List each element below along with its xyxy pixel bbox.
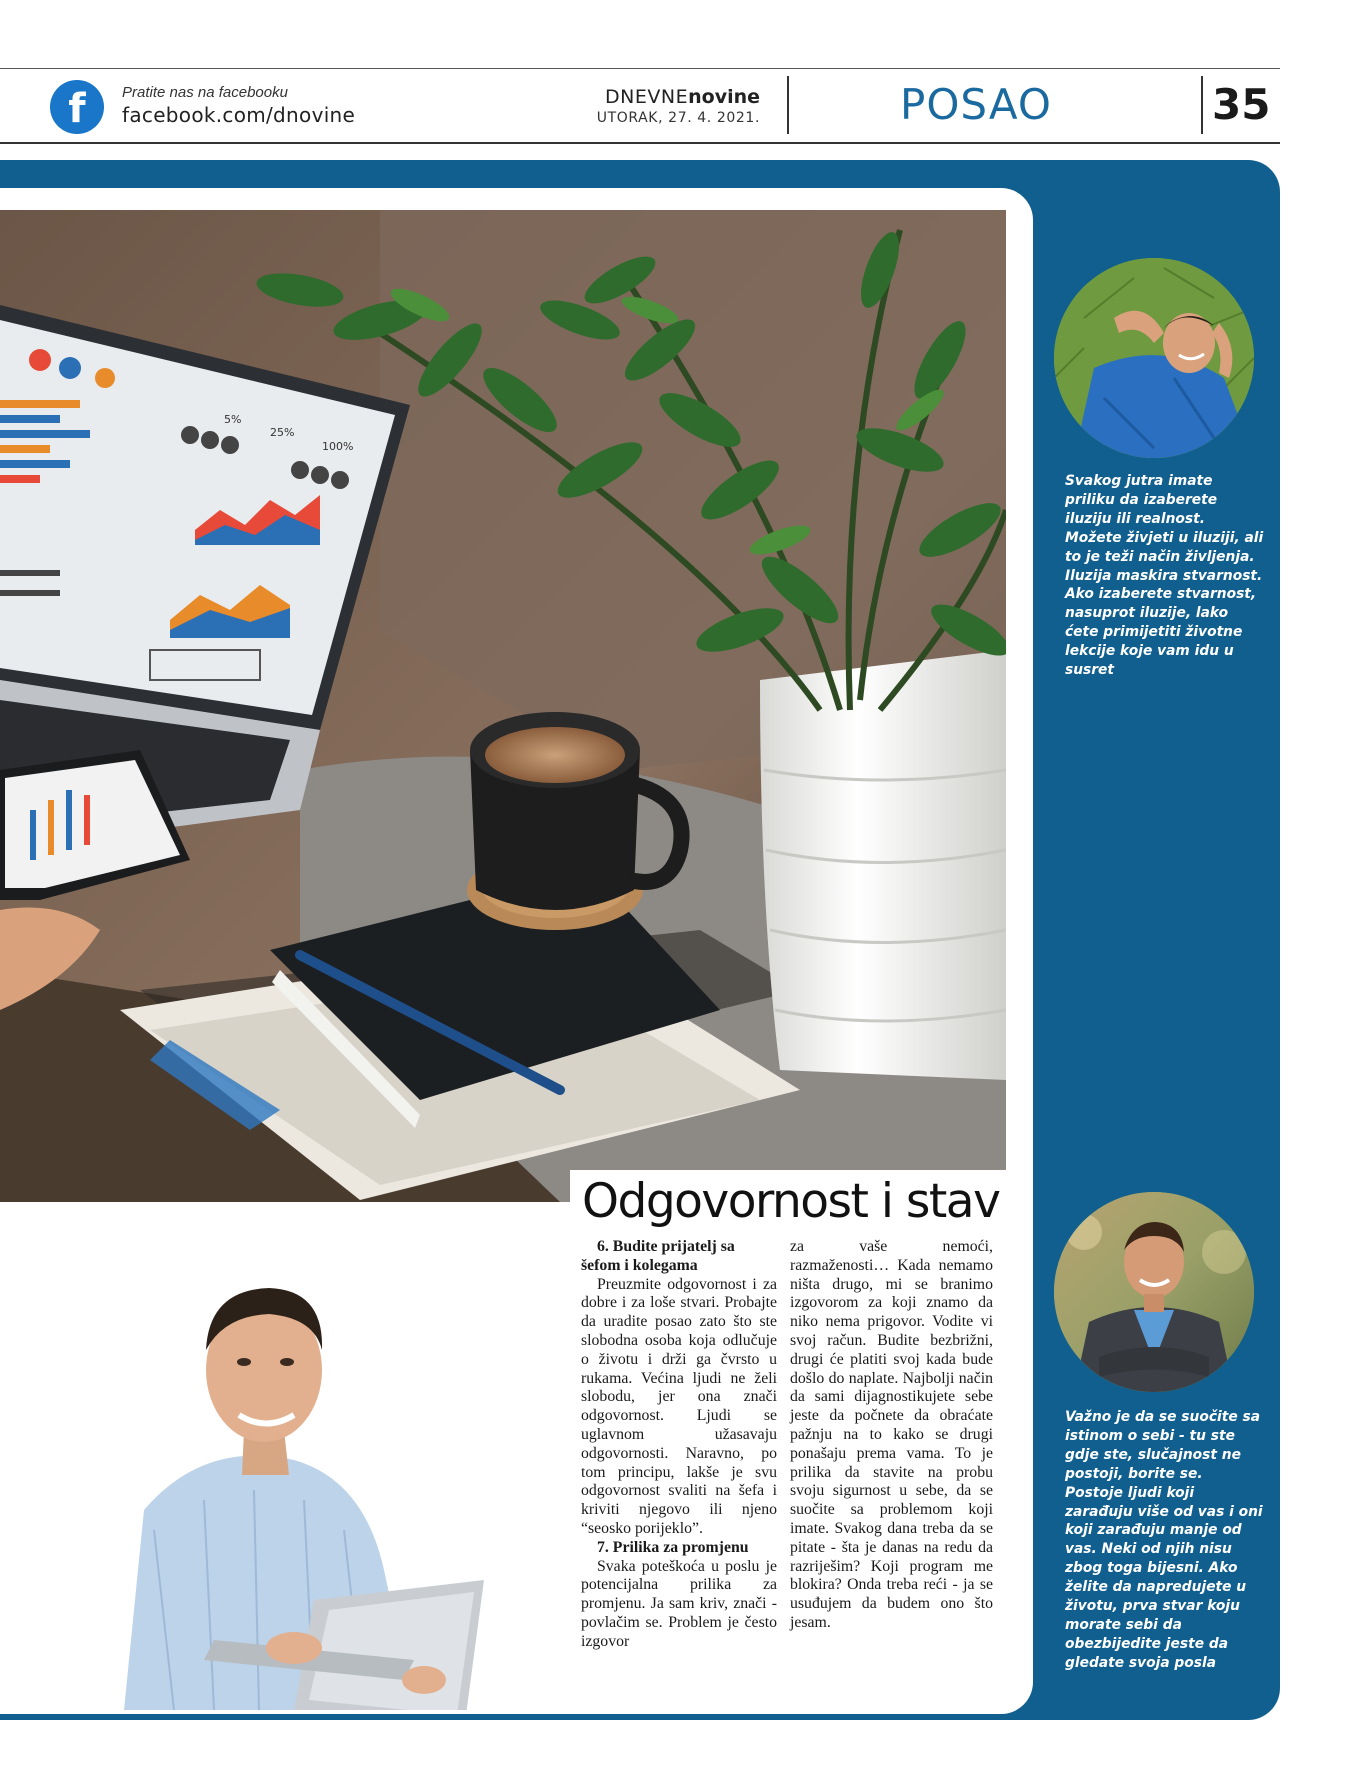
article-paragraph: za vaše nemoći, razmaženosti… Kada nemamo ništa drugo, mi se branimo izgovorom za koji znamo da niko nema prigovor. Vodite vi svoj račun. Budite bezbrižni, drugi će platiti svoj kada bude došlo do naplate. Najbolji način da sami dijagnostikujete sebe jeste da počnete da obraćate pažnju na to kako se drugi ponašaju prema vama. To je prilika da stavite na probu svoju sigurnost u sebe, da se suočite sa problemom koji imate. Svakog dana treba da se pitate - šta je danas na redu da razriješim? Koji program me blokira? Onda treba reći - ja se usuđujem da budem ono što jesam. bbox=[790, 1238, 993, 1631]
photo-smiling-man-with-laptop bbox=[84, 1210, 564, 1710]
subheading-6: 6. Budite prijatelj sa šefom i kolegama bbox=[581, 1238, 735, 1274]
facebook-icon[interactable]: f bbox=[50, 80, 104, 134]
laptop-label-25: 25% bbox=[270, 426, 295, 439]
sidebar-photo-man-arms-crossed bbox=[1054, 1192, 1254, 1392]
facebook-link[interactable]: facebook.com/dnovine bbox=[122, 103, 356, 127]
article-paragraph: Preuzmite odgovornost i za dobre i za loše stvari. Probajte da uradite posao zato što ste slobodna osoba koja odlučuje o životu i drži ga čvrsto u rukama. Većina ljudi ne želi slobodu, jer ona znači odgovornost. Ljudi se uglavnom užasavaju odgovornosti. Naravno, po tom principu, lakše je svu odgovornost svaliti na šefa i kriviti njegovo ili njeno “seosko porijeklo”. bbox=[581, 1275, 777, 1537]
header-divider bbox=[1201, 76, 1203, 134]
article-column-1 bbox=[581, 1238, 777, 1652]
main-photo-laptop-plant-coffee bbox=[0, 210, 1006, 1202]
article-headline: Odgovornost i stav bbox=[570, 1170, 1010, 1234]
newspaper-masthead bbox=[560, 86, 760, 108]
sidebar-text-2: Važno je da se suočite sa istinom o sebi - tu ste gdje ste, slučajnost ne postoji, borite se. Postoje ljudi koji zarađuju više od vas i oni koji zarađuju manje od vas. Neki od njih nisu zbog toga bijesni. Ako želite da napredujete u životu, prva stvar koju morate sebi da obezbijedite jeste da gledate svoja posla bbox=[1065, 1409, 1263, 1671]
sidebar-photo-man-lying-in-grass bbox=[1054, 258, 1254, 458]
article-paragraph: Svaka poteškoća u poslu je potencijalna prilika za promjenu. Ja sam kriv, znači - povlačim se. Problem je često izgovor bbox=[581, 1557, 777, 1650]
sidebar-text-1: Svakog jutra imate priliku da izaberete iluziju ili realnost. Možete živjeti u iluziji, ali to je teži način življenja. Iluzija maskira stvarnost. Ako izaberete stvarnost, nasuprot iluzije, lako ćete primijetiti životne lekcije koje vam idu u susret bbox=[1065, 473, 1264, 679]
laptop-label-100: 100% bbox=[322, 440, 354, 453]
facebook-prompt: Pratite nas na facebooku bbox=[122, 84, 288, 101]
issue-date: UTORAK, 27. 4. 2021. bbox=[596, 110, 760, 126]
laptop-label-5: 5% bbox=[224, 413, 242, 426]
page-number: 35 bbox=[1212, 80, 1271, 129]
header-top-rule bbox=[0, 68, 1280, 69]
header-divider bbox=[787, 76, 789, 134]
section-title: POSAO bbox=[900, 80, 1052, 129]
article-column-2 bbox=[790, 1238, 993, 1633]
masthead-bold: novine bbox=[688, 86, 760, 108]
masthead-light: DNEVNE bbox=[605, 86, 689, 108]
subheading-7: 7. Prilika za promjenu bbox=[597, 1538, 749, 1556]
header-bottom-rule bbox=[0, 142, 1280, 144]
